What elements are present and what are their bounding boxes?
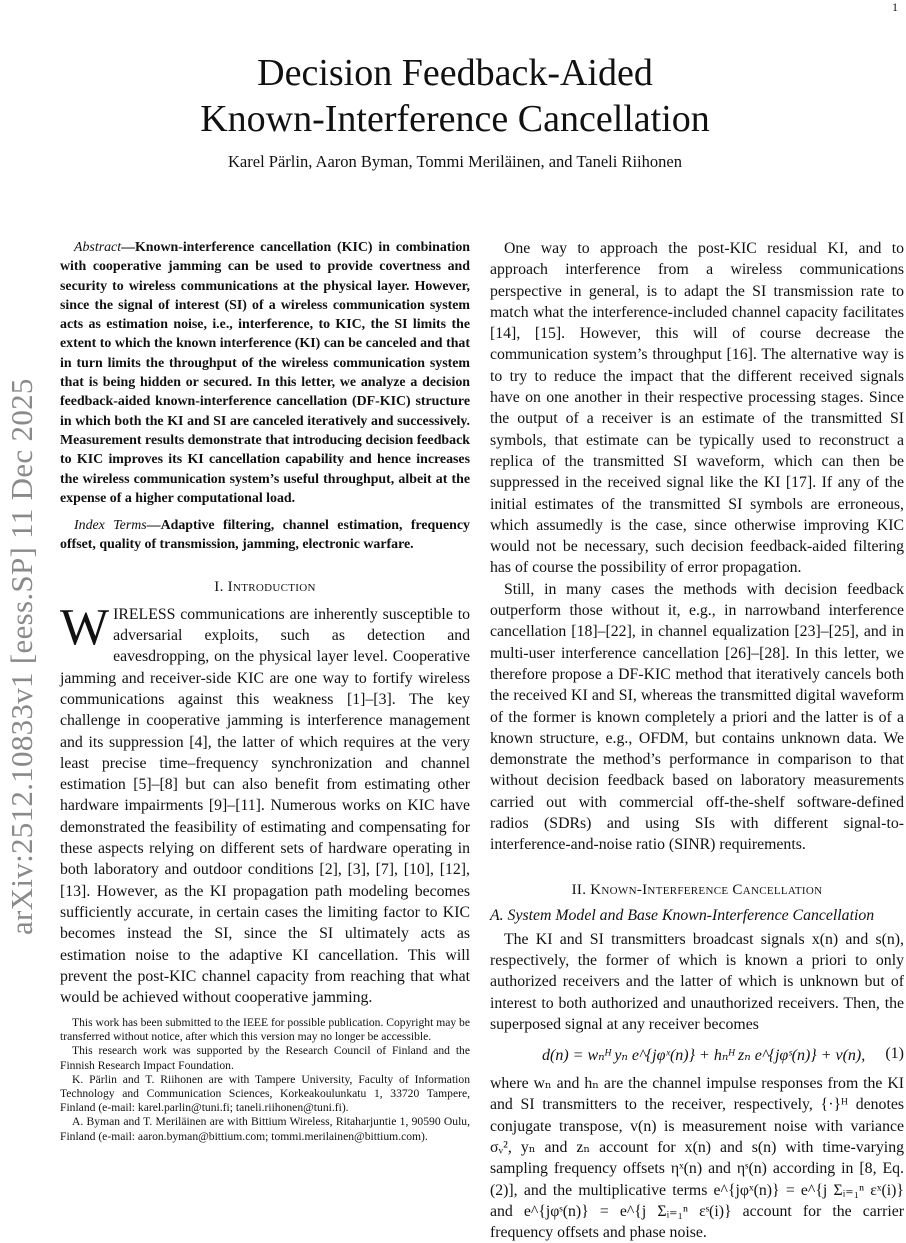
intro-paragraph-2: One way to approach the post-KIC residual KI, and to approach interference from a wireless communications perspective in general, is to adapt the SI transmission rate to match what the interference-included channel capacity facilitates [14], [15]. However, this will of course decrease the communication system’s throughput [16]. The alternative way is to try to reduce the impact that the different received signals have on one another in their respective processing stages. Since the output of a receiver is an estimate of the transmitted SI symbols, that estimate can be typically used to reconstruct a replica of the transmitted SI waveform, which can then be suppressed in the received signal like the KI [17]. If any of the initial estimates of the transmitted SI symbols are erroneous, which assumedly is the case, since otherwise improving KIC would not be necessary, such decision feedback-aided filtering has of course the possibility of error propagation. xyxy=(490,240,904,577)
kic-paragraph-2: where wₙ and hₙ are the channel impulse responses from the KI and SI transmitters to the receiver, respectively, {·}ᴴ denotes conjugate transpose, v(n) is measurement noise with variance σᵥ², yₙ and zₙ account for x(n) and s(n) with time-varying sampling frequency offsets ηˣ(n) and ηˢ(n) according in [8, Eq. (2)], and the multiplicative terms e^{jφˣ(n)} = e^{j Σᵢ₌₁ⁿ εˣ(i)} and e^{jφˢ(n)} = e^{j Σᵢ₌₁ⁿ εˢ(i)} account for the carrier frequency offsets and phase noise. xyxy=(490,1075,904,1242)
intro-paragraph-1 xyxy=(60,598,470,1009)
right-column xyxy=(490,238,904,1243)
footnote-affiliation-tampere: K. Pärlin and T. Riihonen are with Tampere University, Faculty of Information Technology and Communication Sciences, Korkeakoulunkatu 1, 33720 Tampere, Finland (e-mail: karel.parlin@tuni.fi; taneli.riihonen@tuni.fi). xyxy=(60,1072,470,1115)
page-number: 1 xyxy=(892,0,898,14)
footnotes xyxy=(60,1016,470,1144)
footnote-affiliation-bittium: A. Byman and T. Meriläinen are with Bittium Wireless, Ritaharjuntie 1, 90590 Oulu, Finland (e-mail: aaron.byman@bittium.com; tommi.merilainen@bittium.com). xyxy=(60,1115,470,1143)
intro-paragraph-3: Still, in many cases the methods with decision feedback outperform those without it, e.g., in narrowband interference cancellation [18]–[22], in channel equalization [23]–[25], and in multi-user interference cancellation [26]–[28]. In this letter, we therefore propose a DF-KIC method that iteratively cancels both the received KI and SI, whereas the transmitted digital waveform of the former is known completely a priori and the latter is of a known structure, e.g., OFDM, but contains unknown data. We demonstrate the method’s performance in comparison to that without decision feedback based on laboratory measurements carried out with commercial off-the-shelf software-defined radios (SDRs) and using SIs with different signal-to-interference-and-noise ratio (SINR) requirements. xyxy=(490,580,904,854)
section-heading-introduction: I. Introduction xyxy=(214,578,316,595)
abstract-text: —Known-interference cancellation (KIC) in combination with cooperative jamming can be used to provide covertness and security to wireless communications at the physical layer. However, since the signal of interest (SI) of a wireless communication system acts as estimation noise, i.e., interference, to KIC, the SI limits the extent to which the known interference (KI) can be canceled and that in turn limits the throughput of the wireless communication system that is being hidden or secured. In this letter, we analyze a decision feedback-aided known-interference cancellation (DF-KIC) structure in which both the KI and SI are canceled iteratively and successively. Measurement results demonstrate that introducing decision feedback to KIC improves its KI cancellation capability and hence increases the wireless communication system’s useful throughput, albeit at the expense of a higher computational load. xyxy=(60,240,470,506)
authors: Karel Pärlin, Aaron Byman, Tommi Meriläinen, and Taneli Riihonen xyxy=(228,152,682,171)
index-terms-text: —Adaptive filtering, channel estimation, frequency offset, quality of transmission, jamming, electronic warfare. xyxy=(60,518,470,553)
index-terms-label: Index Terms xyxy=(74,518,147,534)
abstract-label: Abstract xyxy=(74,240,122,255)
footnote-submission: This work has been submitted to the IEEE for possible publication. Copyright may be transferred without notice, after which this version may no longer be accessible. xyxy=(60,1016,470,1044)
equation-1 xyxy=(490,1045,904,1065)
equation-1-expression: d(n) = wₙᴴ yₙ e^{jφˣ(n)} + hₙᴴ zₙ e^{jφˢ(n)} + v(n), xyxy=(542,1047,866,1065)
paper-title xyxy=(60,50,850,142)
left-column xyxy=(60,238,470,1008)
drop-cap: W xyxy=(60,598,110,656)
abstract xyxy=(60,238,470,508)
section-heading-kic: II. Known-Interference Cancellation xyxy=(571,881,823,898)
footnote-funding: This research work was supported by the Research Council of Finland and the Finnish Research Impact Foundation. xyxy=(60,1044,470,1072)
kic-paragraph-1: The KI and SI transmitters broadcast signals x(n) and s(n), respectively, the former of which is known a priori to only authorized receivers and the latter of which is unknown but of interest to both authorized and unauthorized receivers. Then, the superposed signal at any receiver becomes xyxy=(490,930,904,1033)
subsection-heading-system-model: A. System Model and Base Known-Interference Cancellation xyxy=(490,906,875,924)
intro-paragraph-1-text: IRELESS communications are inherently susceptible to adversarial exploits, such as detection and eavesdropping, on the physical layer level. Cooperative jamming and receiver-side KIC are one way to fortify wireless communications against this weakness [1]–[3]. The key challenge in cooperative jamming is interference management and its suppression [4], the latter of which requires at the very least precise time–frequency synchronization and channel estimation [5]–[8] but can also benefit from estimating other hardware impairments [9]–[11]. Numerous works on KIC have demonstrated the feasibility of estimating and compensating for these aspects relying on different sets of hardware operating in both laboratory and outdoor conditions [2], [3], [7], [10], [12], [13]. However, as the KI propagation path modeling becomes sufficiently accurate, in certain cases the limiting factor to KIC becomes instead the SI, since the SI ultimately acts as estimation noise to the adaptive KI cancellation. This will prevent the post-KIC channel capacity from reaching that what would be achieved without cooperative jamming. xyxy=(60,605,470,1007)
equation-1-number: (1) xyxy=(885,1045,904,1063)
title-line-1: Decision Feedback-Aided xyxy=(257,52,653,94)
title-line-2: Known-Interference Cancellation xyxy=(200,98,710,140)
arxiv-stamp: arXiv:2512.10833v1 [eess.SP] 11 Dec 2025 xyxy=(4,378,39,935)
index-terms xyxy=(60,516,470,555)
